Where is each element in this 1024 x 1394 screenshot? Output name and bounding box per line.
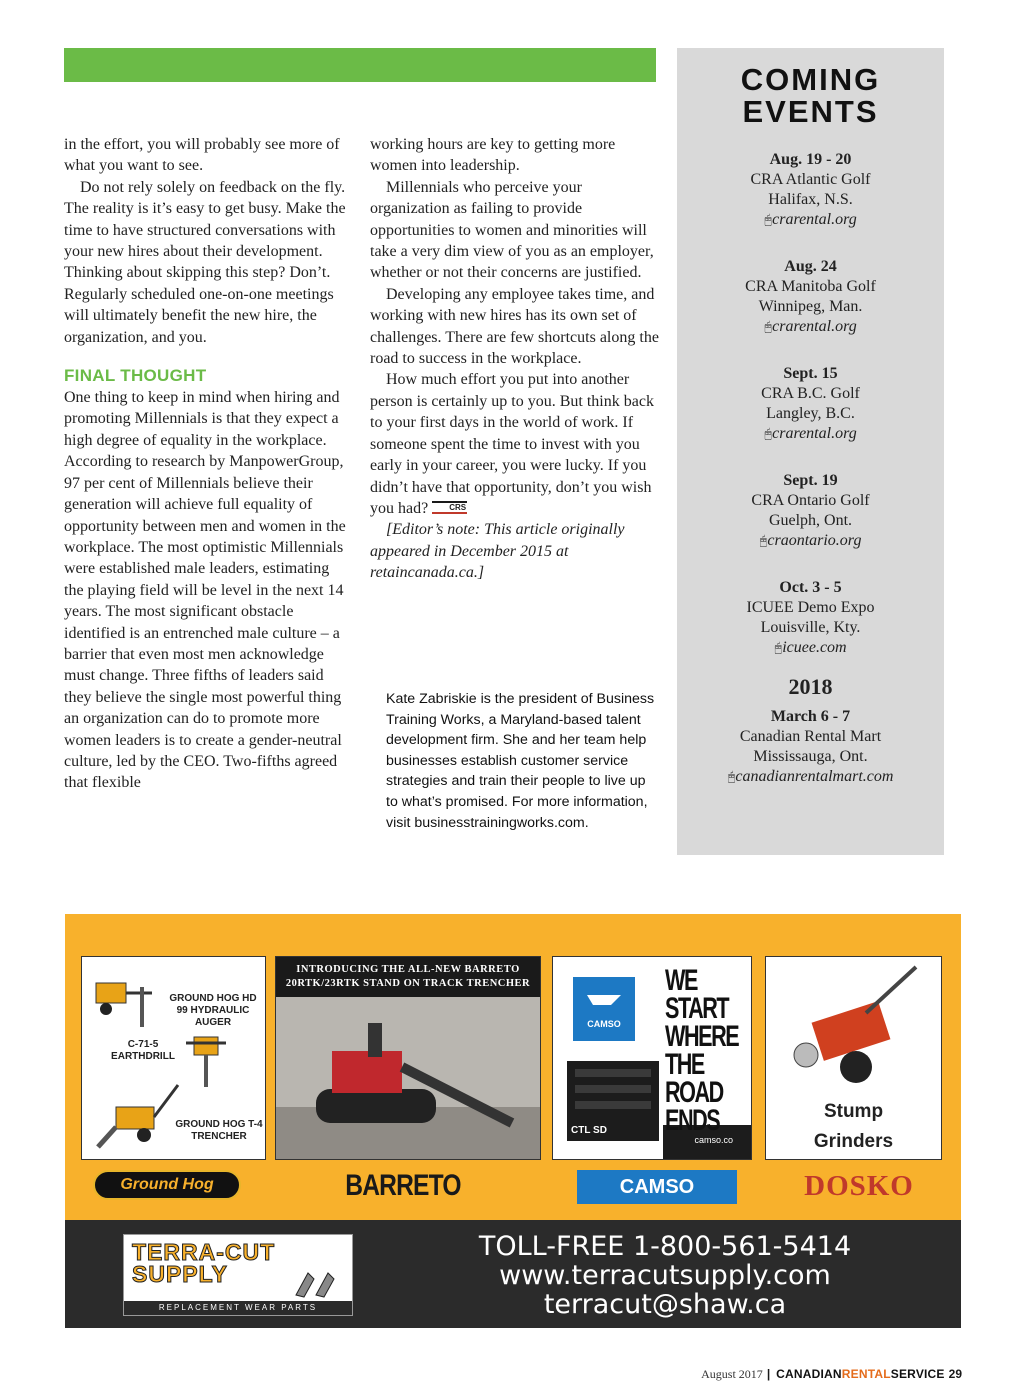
header-accent-bar (64, 48, 656, 82)
section-heading: FINAL THOUGHT (64, 366, 207, 386)
end-of-article-mark: CRS (432, 501, 467, 514)
event-date: Sept. 19 (783, 472, 838, 489)
camso-logo-tile: CAMSO (573, 977, 635, 1041)
paragraph: Developing any employee takes time, and working with new hires has its own set of challenges. There are few shortcuts along the road to success in the workplace. (370, 285, 659, 368)
author-bio: Kate Zabriskie is the president of Business Training Works, a Maryland-based talent development firm. She and her team help businesses establish customer service strategies and train their people to live up to what’s promised. For more information, visit businesstrainingworks.com. (386, 691, 655, 831)
event-date: Aug. 24 (784, 258, 837, 275)
groundhog-logo: Ground Hog (93, 1170, 241, 1200)
contact-info (385, 1232, 945, 1319)
event-item (677, 578, 944, 658)
event-date: March 6 - 7 (770, 708, 851, 725)
paragraph-text: How much effort you put into another person is certainly up to you. But think back to your first days in the world of work. If someone spent the time to invest with you early in your career, you were lucky. If you didn’t have that opportunity, don’t you wish you had? (370, 371, 654, 517)
barreto-panel (275, 956, 541, 1160)
auger-icon (96, 983, 152, 1027)
event-url[interactable]: crarental.org (772, 318, 857, 335)
event-location: Langley, B.C. (766, 405, 855, 422)
stump-grinder-photo (766, 957, 942, 1097)
event-name: ICUEE Demo Expo (746, 599, 875, 616)
event-date: Aug. 19 - 20 (769, 151, 852, 168)
event-name: CRA Manitoba Golf (745, 278, 876, 295)
page-footer (701, 1367, 962, 1381)
event-url[interactable]: crarental.org (772, 211, 857, 228)
camso-symbol-icon (587, 995, 621, 1005)
product-label: GROUND HOG T-4 TRENCHER (175, 1119, 263, 1142)
magazine-name (776, 1367, 944, 1381)
event-item (677, 471, 944, 551)
event-item (677, 364, 944, 444)
event-link[interactable] (677, 638, 944, 658)
magazine-name-part: SERVICE (890, 1367, 945, 1381)
event-name: CRA B.C. Golf (761, 385, 860, 402)
stump-line: Stump (823, 1101, 884, 1122)
editor-note: [Editor’s note: This article originally appeared in December 2015 at retaincanada.ca.] (370, 521, 625, 582)
sidebar-title-line: COMING (740, 62, 881, 97)
track-label: CTL SD (571, 1125, 607, 1136)
event-item (677, 257, 944, 337)
website-link[interactable]: www.terracutsupply.com (499, 1260, 831, 1291)
event-name: CRA Ontario Golf (751, 492, 870, 509)
year-heading: 2018 (788, 674, 833, 699)
terracut-tagline: REPLACEMENT WEAR PARTS (124, 1301, 352, 1315)
sidebar-title-line: EVENTS (742, 94, 879, 129)
event-url[interactable]: craontario.org (767, 532, 862, 549)
product-label: GROUND HOG HD 99 HYDRAULIC AUGER (169, 993, 257, 1028)
terracut-logo (123, 1234, 353, 1316)
event-link[interactable] (677, 317, 944, 337)
event-link[interactable] (677, 531, 944, 551)
paragraph: Millennials who perceive your organization as failing to provide opportunities to women and minorities will take a very dim view of you as an employer, whether or not their concerns are justified. (370, 178, 654, 282)
dosko-logo: DOSKO (804, 1169, 914, 1202)
mouse-icon: 🖰 (727, 769, 736, 784)
camso-slogan: WE START WHERE THE ROAD ENDS (665, 964, 739, 1137)
barreto-headline: INTRODUCING THE ALL-NEW BARRETO 20RTK/23RTK STAND ON TRACK TRENCHER (276, 957, 540, 997)
event-item (677, 707, 944, 787)
stump-line: Grinders (813, 1131, 894, 1152)
event-name: Canadian Rental Mart (739, 728, 882, 745)
sidebar-title (677, 64, 944, 128)
event-link[interactable] (677, 767, 944, 787)
page-number: 29 (948, 1367, 962, 1381)
camso-logo: CAMSO (577, 1170, 737, 1204)
issue-date: August 2017 (701, 1367, 763, 1381)
dosko-panel (765, 956, 942, 1160)
event-name: CRA Atlantic Golf (750, 171, 871, 188)
paragraph: in the effort, you will probably see more of what you want to see. (64, 136, 340, 175)
ad-contact-bar (65, 1220, 961, 1328)
event-url[interactable]: canadianrentalmart.com (735, 768, 894, 785)
camso-panel (552, 956, 752, 1160)
events-list (677, 150, 944, 787)
event-location: Mississauga, Ont. (753, 748, 868, 765)
event-location: Guelph, Ont. (768, 512, 853, 529)
earthdrill-icon (186, 1037, 226, 1087)
magazine-name-part: CANADIAN (776, 1367, 842, 1381)
event-item (677, 150, 944, 230)
mouse-icon: 🖰 (759, 533, 768, 548)
mouse-icon: 🖰 (774, 640, 783, 655)
stump-grinders-text (766, 1097, 941, 1157)
terracut-advertisement[interactable] (65, 914, 961, 1328)
camso-url: camso.co (694, 1135, 733, 1145)
barreto-logo: BARRETO (345, 1169, 461, 1202)
event-url[interactable]: icuee.com (782, 639, 847, 656)
wear-parts-icon (292, 1269, 342, 1299)
terracut-name-line: SUPPLY (132, 1261, 228, 1287)
product-label: C-71-5 EARTHDRILL (111, 1039, 175, 1062)
paragraph (370, 369, 660, 519)
event-date: Sept. 15 (783, 365, 838, 382)
magazine-name-part: RENTAL (841, 1367, 891, 1381)
event-location: Louisville, Kty. (760, 619, 861, 636)
footer-separator: | (766, 1367, 771, 1381)
article-column-1 (64, 134, 350, 794)
article-column-2 (370, 134, 660, 584)
event-location: Winnipeg, Man. (758, 298, 863, 315)
event-url[interactable]: crarental.org (772, 425, 857, 442)
terracut-name-line: TERRA-CUT (132, 1239, 276, 1265)
mouse-icon: 🖰 (764, 212, 773, 227)
paragraph: working hours are key to getting more women into leadership. (370, 136, 616, 175)
coming-events-sidebar (677, 48, 944, 855)
paragraph: Do not rely solely on feedback on the fly. The reality is it’s easy to get busy. Make the time to have structured conversations with your new hires about their development. Thinking about skipping this step? Don’t. Regularly scheduled one-on-one meetings will ultimately benefit the new hire, the organization, and you. (64, 178, 346, 346)
event-link[interactable] (677, 210, 944, 230)
trencher-photo (276, 997, 541, 1160)
phone-number[interactable]: TOLL-FREE 1-800-561-5414 (478, 1231, 852, 1262)
event-location: Halifax, N.S. (768, 191, 853, 208)
mouse-icon: 🖰 (764, 426, 773, 441)
event-link[interactable] (677, 424, 944, 444)
terracut-name (132, 1241, 275, 1285)
paragraph: One thing to keep in mind when hiring and promoting Millennials is that they expect a high degree of equality in the workplace. According to research by ManpowerGroup, 97 per cent of Millennials believe their generation will achieve full equality of opportunity between men and women in the workplace. The most optimistic Millennials were established male leaders, estimating the playing field will be level in the next 14 years. The most significant obstacle identified is an entrenched male culture – a barrier that even most men acknowledge must change. Three fifths of leaders said they believe the single most powerful thing an organization can do to promote more women leaders is to create a gender-neutral culture, led by the CEO. Two-fifths agreed that flexible (64, 389, 346, 792)
groundhog-products-panel (81, 956, 266, 1160)
event-date: Oct. 3 - 5 (779, 579, 842, 596)
trencher-icon (98, 1085, 178, 1147)
email-link[interactable]: terracut@shaw.ca (543, 1289, 787, 1320)
mouse-icon: 🖰 (764, 319, 773, 334)
